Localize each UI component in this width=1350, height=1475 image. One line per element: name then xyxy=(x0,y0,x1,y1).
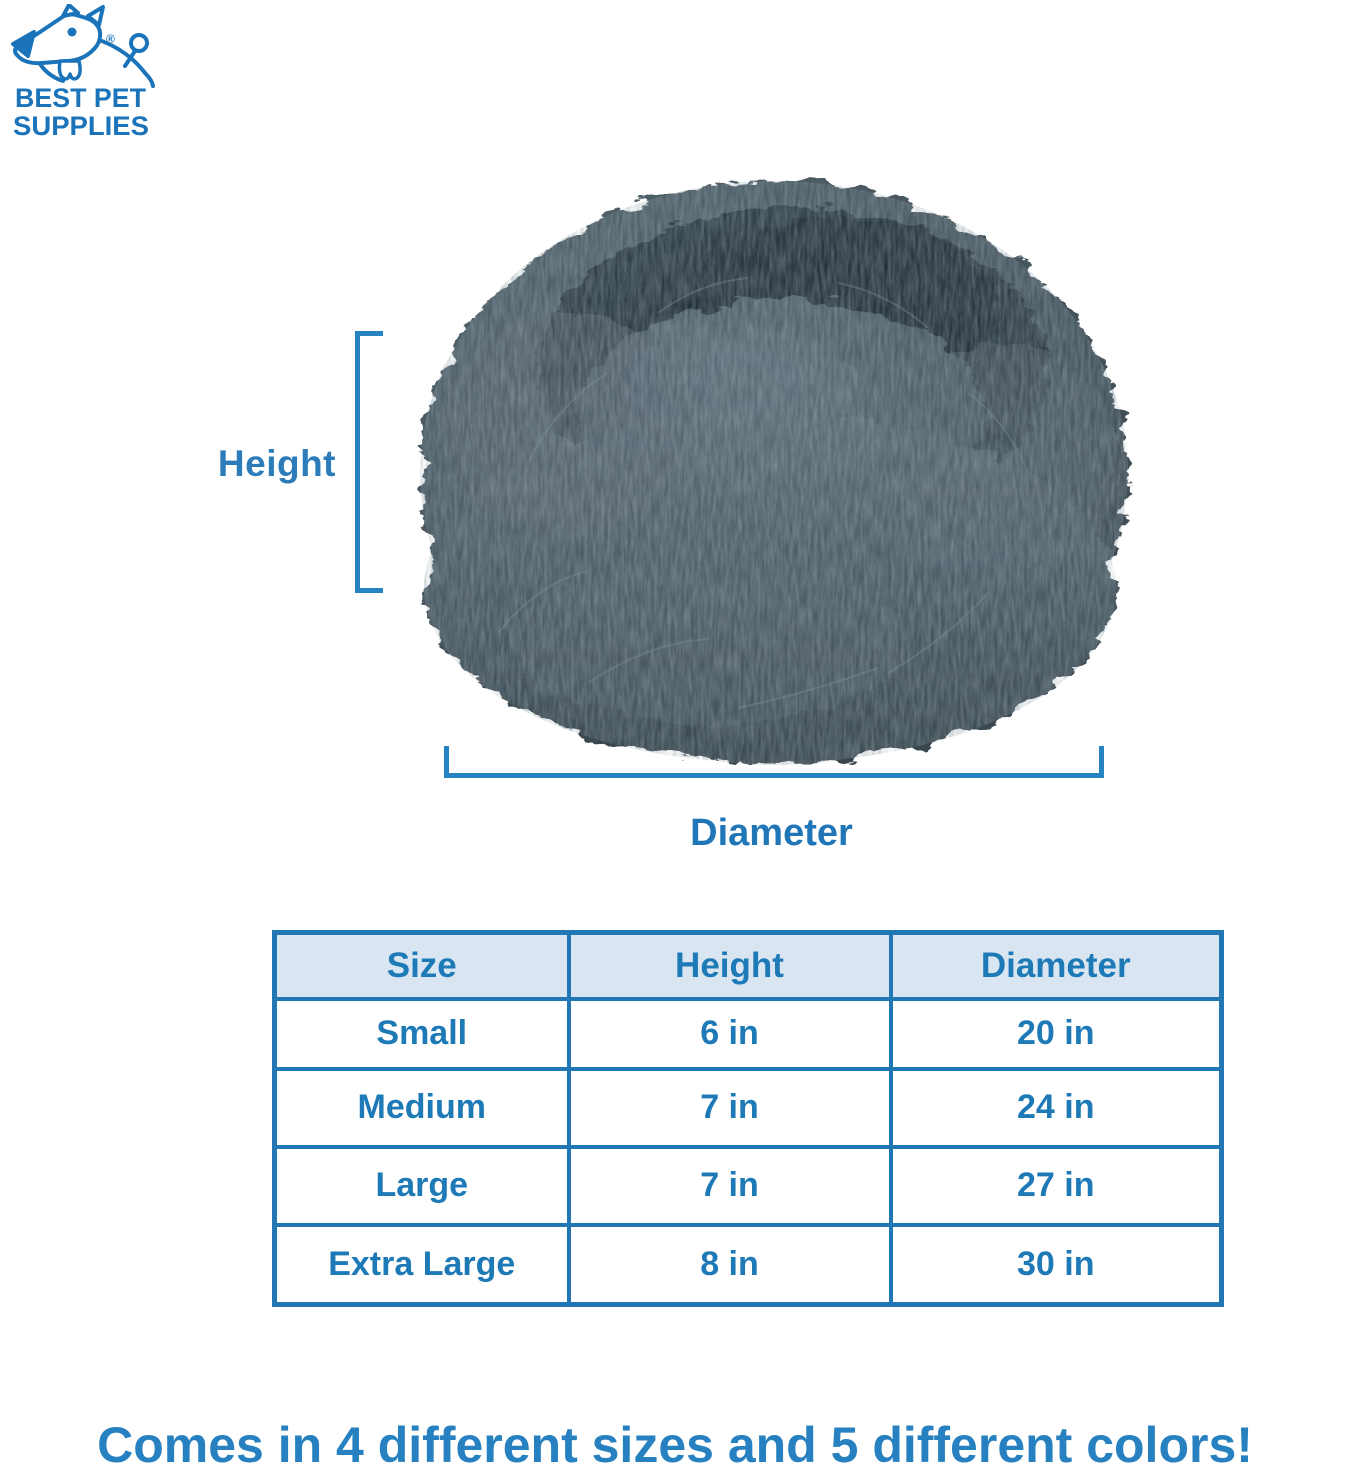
cell-height: 6 in xyxy=(569,999,891,1069)
ball-icon xyxy=(131,35,147,51)
cell-diameter: 27 in xyxy=(891,1147,1222,1225)
column-header-size: Size xyxy=(275,933,569,999)
tagline: Comes in 4 different sizes and 5 different colors! xyxy=(97,1417,1253,1473)
tongue-icon xyxy=(59,61,80,79)
ear-icon xyxy=(63,5,78,16)
cell-diameter: 30 in xyxy=(891,1225,1222,1305)
cell-size: Extra Large xyxy=(275,1225,569,1305)
cell-size: Small xyxy=(275,999,569,1069)
table-row-large xyxy=(275,1147,1222,1225)
brand-name-line1: BEST PET xyxy=(15,83,147,113)
cell-size: Large xyxy=(275,1147,569,1225)
pet-bed-photo xyxy=(408,163,1142,769)
height-bracket xyxy=(355,331,383,593)
cell-height: 7 in xyxy=(569,1147,891,1225)
table-row-extra-large xyxy=(275,1225,1222,1305)
eye-icon xyxy=(68,28,77,37)
cell-height: 7 in xyxy=(569,1069,891,1147)
table-header-row xyxy=(275,933,1222,999)
brand-name-line2: SUPPLIES xyxy=(13,111,149,141)
cell-diameter: 20 in xyxy=(891,999,1222,1069)
column-header-diameter: Diameter xyxy=(891,933,1222,999)
diameter-dimension-label: Diameter xyxy=(690,812,853,854)
cell-height: 8 in xyxy=(569,1225,891,1305)
column-header-height: Height xyxy=(569,933,891,999)
brand-logo xyxy=(6,4,158,142)
diameter-bracket xyxy=(444,746,1104,778)
registered-mark: ® xyxy=(106,32,115,46)
table-row-medium xyxy=(275,1069,1222,1147)
table-row-small xyxy=(275,999,1222,1069)
dog-mascot-icon xyxy=(13,5,153,86)
height-dimension-label: Height xyxy=(217,443,336,484)
cell-size: Medium xyxy=(275,1069,569,1147)
size-chart-table xyxy=(272,930,1224,1307)
cell-diameter: 24 in xyxy=(891,1069,1222,1147)
fur-texture-dark xyxy=(408,163,1142,769)
